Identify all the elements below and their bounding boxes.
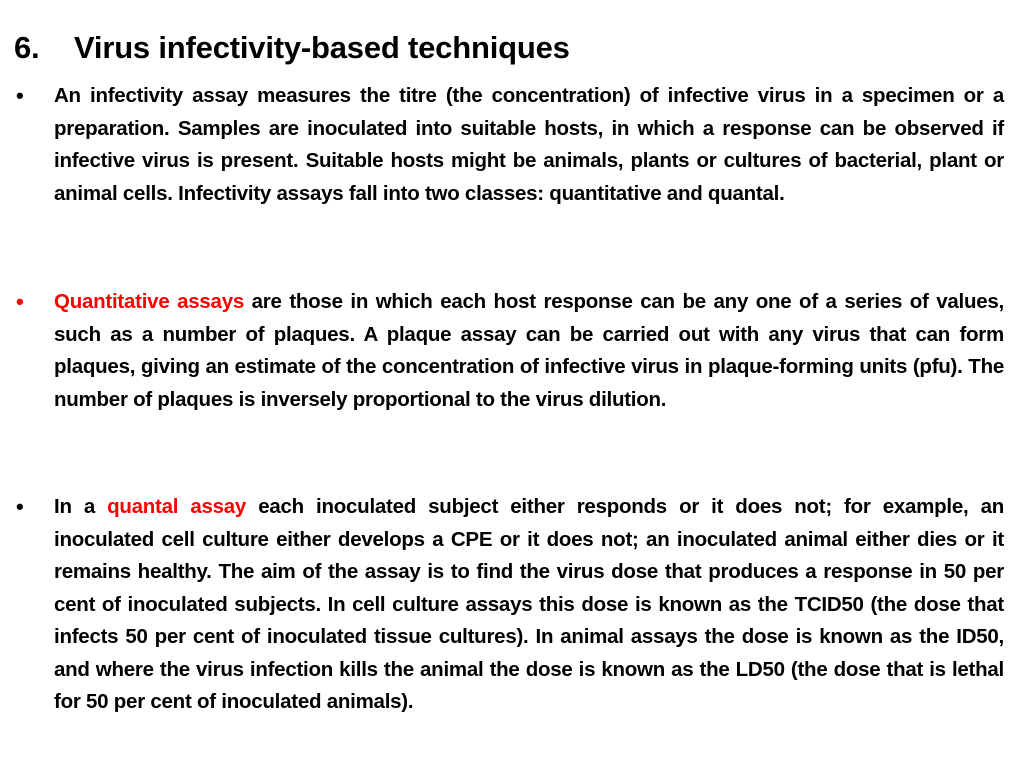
bullet-icon: • (16, 289, 24, 314)
title-number: 6. (14, 30, 40, 65)
bullet-text (54, 286, 1004, 416)
highlight-term: quantal assay (107, 495, 247, 518)
bullet-icon: • (16, 83, 24, 108)
bullet-text (54, 80, 1004, 210)
title-text: Virus infectivity-based techniques (74, 30, 570, 65)
highlight-term: Quantitative assays (54, 290, 245, 313)
bullet-item-infectivity-assay (16, 80, 1004, 210)
bullet-text-body: each inoculated subject either responds or it does not; for example, an inoculated cell culture either develops a CPE or it does not; an inoculated animal either dies or it remains healthy. The aim of the assay is to find the virus dose that produces a response in 50 per cent of inoculated subjects. In cell culture assays this dose is known as the TCID50 (the dose that infects 50 per cent of inoculated tissue cultures). In animal assays the dose is known as the ID50, and where the virus infection kills the animal the dose is known as the LD50 (the dose that is lethal for 50 per cent of inoculated animals). (54, 495, 1005, 713)
bullet-icon: • (16, 494, 24, 519)
bullet-item-quantal-assay (16, 491, 1004, 719)
bullet-item-quantitative-assays (16, 286, 1004, 416)
bullet-text-prefix: In a (54, 495, 108, 518)
bullet-text-body: An infectivity assay measures the titre (the concentration) of infective virus in a specimen or a preparation. Samples are inoculated into suitable hosts, in which a response can be observed if infective virus is present. Suitable hosts might be animals, plants or cultures of bacterial, plant or animal cells. Infectivity assays fall into two classes: quantitative and quantal. (54, 84, 1004, 205)
bullet-text-body: are those in which each host response can be any one of a series of values, such as a number of plaques. A plaque assay can be carried out with any virus that can form plaques, giving an estimate of the concentration of infective virus in plaque-forming units (pfu). The number of plaques is inversely proportional to the virus dilution. (54, 290, 1004, 411)
slide-title (14, 30, 570, 66)
bullet-text (54, 491, 1004, 719)
